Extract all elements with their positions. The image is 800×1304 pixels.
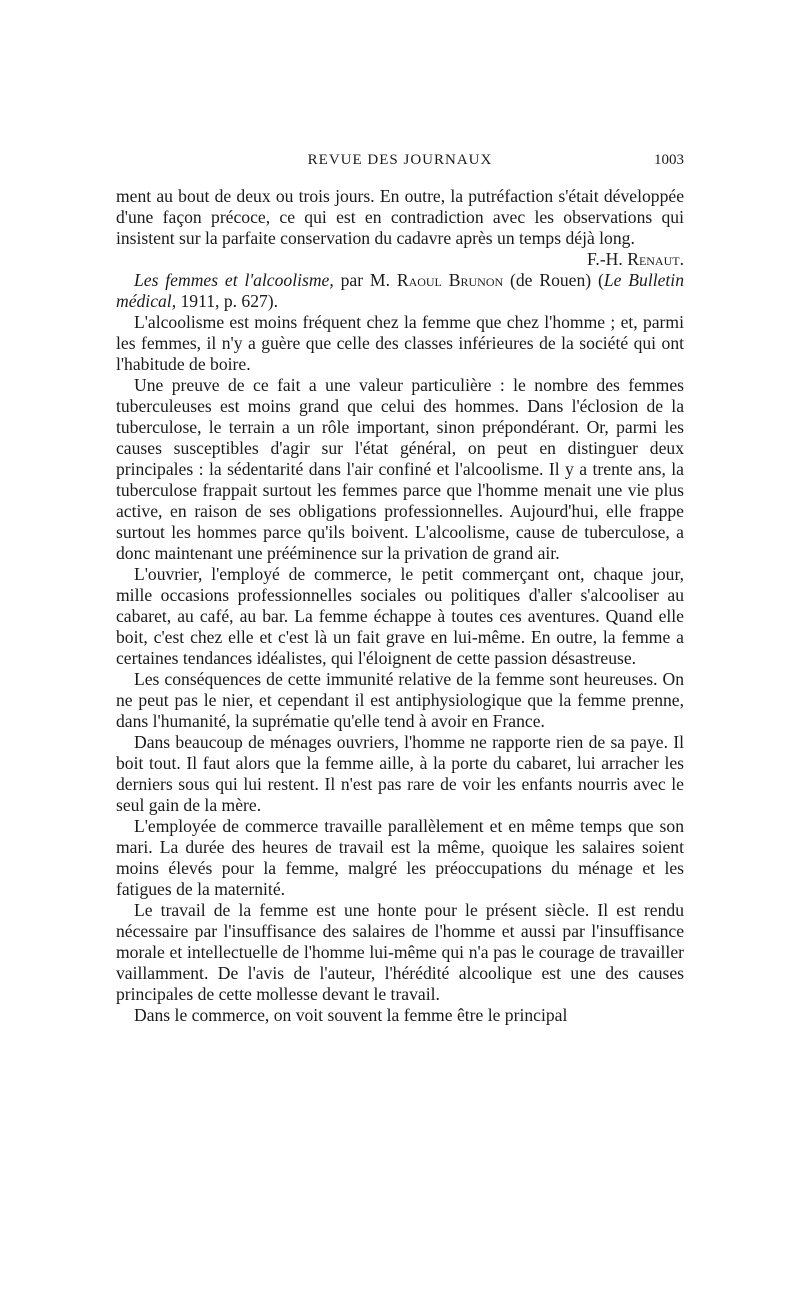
body-paragraph: Dans le commerce, on voit souvent la femme être le principal (134, 1005, 568, 1025)
running-header (116, 152, 684, 174)
previous-article-continuation: ment au bout de deux ou trois jours. En outre, la putréfaction s'était développée d'une façon précoce, ce qui est en contradiction avec les observations qui insistent sur la parfaite conservation du cadavre après un temps déjà long. (116, 186, 684, 248)
page-body (116, 186, 684, 1026)
page-number: 1003 (654, 152, 684, 168)
article-journal: Le Bulletin médical, (116, 270, 684, 311)
article-by: par M. (333, 270, 397, 290)
body-paragraph: Dans beaucoup de ménages ouvriers, l'homme ne rapporte rien de sa paye. Il boit tout. Il faut alors que la femme aille, à la porte du cabaret, lui arracher les derniers sous qui lui restent. Il n'est pas rare de voir les enfants nourris avec le seul gain de la mère. (116, 732, 684, 815)
article-title: Les femmes et l'alcoolisme, (134, 270, 334, 290)
running-title: REVUE DES JOURNAUX (307, 152, 493, 168)
article-reference: 1911, p. 627). (176, 291, 279, 311)
body-paragraph: Le travail de la femme est une honte pour le présent siècle. Il est rendu nécessaire par l'insuffisance des salaires de l'homme et aussi par l'insuffisance morale et intellectuelle de l'homme lui-même qui n'a pas le courage de travailler vaillamment. De l'avis de l'auteur, l'hérédité alcoolique est une des causes principales de cette mollesse devant le travail. (116, 900, 684, 1004)
body-paragraph: Une preuve de ce fait a une valeur particulière : le nombre des femmes tuberculeuses est moins grand que celui des hommes. Dans l'éclosion de la tuberculose, le terrain a un rôle important, sinon prépondérant. Or, parmi les causes susceptibles d'agir sur l'état général, on peut en distinguer deux principales : la sédentarité dans l'air confiné et l'alcoolisme. Il y a trente ans, la tuberculose frappait surtout les femmes parce que l'homme menait une vie plus active, en raison de ses obligations professionnelles. Aujourd'hui, elle frappe surtout les hommes parce qu'ils boivent. L'alcoolisme, cause de tuberculose, a donc maintenant une prééminence sur la privation de grand air. (116, 375, 684, 563)
signature-name: Renaut. (627, 249, 684, 269)
body-paragraph: Les conséquences de cette immunité relative de la femme sont heureuses. On ne peut pas le nier, et cependant il est antiphysiologique que la femme prenne, dans l'humanité, la suprématie qu'elle tend à avoir en France. (116, 669, 684, 731)
body-paragraph: L'alcoolisme est moins fréquent chez la femme que chez l'homme ; et, parmi les femmes, il n'y a guère que celle des classes inférieures de la société qui ont l'habitude de boire. (116, 312, 684, 374)
signature-initials: F.-H. (587, 249, 623, 269)
article-citation (116, 270, 684, 312)
article-origin: (de Rouen) ( (503, 270, 604, 290)
body-paragraph: L'employée de commerce travaille parallèlement et en même temps que son mari. La durée des heures de travail est la même, quoique les salaires soient moins élevés pour la femme, malgré les préoccupations du ménage et les fatigues de la maternité. (116, 816, 684, 899)
body-paragraph: L'ouvrier, l'employé de commerce, le petit commerçant ont, chaque jour, mille occasions professionnelles sociales ou politiques d'aller s'alcooliser au cabaret, au café, au bar. La femme échappe à toutes ces aventures. Quand elle boit, c'est chez elle et c'est là un fait grave en lui-même. En outre, la femme a certaines tendances idéalistes, qui l'éloignent de cette passion désastreuse. (116, 564, 684, 668)
article-author: Raoul Brunon (396, 270, 504, 290)
previous-article-signature (116, 249, 684, 270)
